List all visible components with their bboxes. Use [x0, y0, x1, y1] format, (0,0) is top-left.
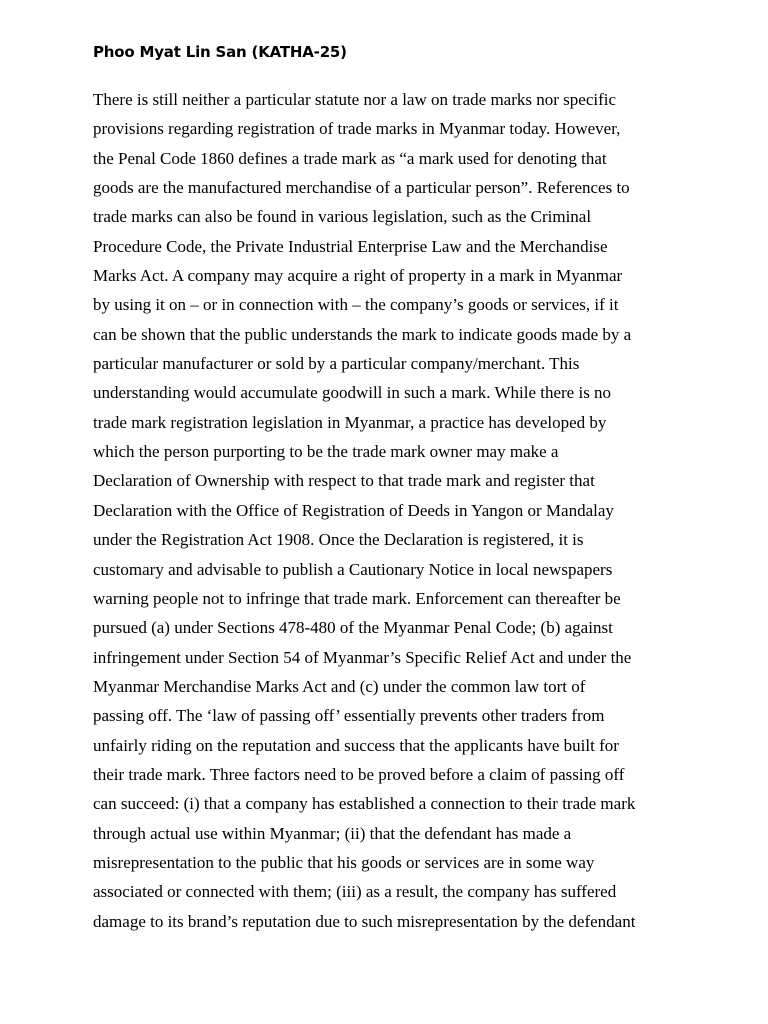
- paragraph-line: can succeed: (i) that a company has established a connection to their trade mark: [93, 794, 636, 814]
- paragraph-line: which the person purporting to be the trade mark owner may make a: [93, 442, 559, 462]
- paragraph-line: trade mark registration legislation in Myanmar, a practice has developed by: [93, 412, 607, 432]
- author-heading: Phoo Myat Lin San (KATHA-25): [93, 43, 347, 61]
- paragraph-line: There is still neither a particular statute nor a law on trade marks nor specific: [93, 90, 617, 109]
- paragraph-line: customary and advisable to publish a Cautionary Notice in local newspapers: [93, 559, 613, 579]
- paragraph-line: Declaration of Ownership with respect to that trade mark and register that: [93, 471, 595, 491]
- body-paragraph: [93, 85, 683, 936]
- paragraph-line: Myanmar Merchandise Marks Act and (c) under the common law tort of: [93, 676, 586, 696]
- paragraph-line: Procedure Code, the Private Industrial Enterprise Law and the Merchandise: [93, 236, 608, 256]
- paragraph-line: by using it on – or in connection with – the company’s goods or services, if it: [93, 295, 619, 315]
- paragraph-line: provisions regarding registration of trade marks in Myanmar today. However,: [93, 119, 621, 139]
- paragraph-line: passing off. The ‘law of passing off’ essentially prevents other traders from: [93, 706, 605, 726]
- paragraph-line: goods are the manufactured merchandise of a particular person”. References to: [93, 178, 630, 198]
- paragraph-line: the Penal Code 1860 defines a trade mark as “a mark used for denoting that: [93, 148, 607, 168]
- paragraph-line: through actual use within Myanmar; (ii) that the defendant has made a: [93, 823, 572, 843]
- paragraph-line: Marks Act. A company may acquire a right of property in a mark in Myanmar: [93, 266, 623, 286]
- paragraph-line: damage to its brand’s reputation due to such misrepresentation by the defendant: [93, 911, 636, 931]
- paragraph-line: Declaration with the Office of Registration of Deeds in Yangon or Mandalay: [93, 500, 614, 520]
- paragraph-line: misrepresentation to the public that his goods or services are in some way: [93, 852, 595, 872]
- paragraph-line: pursued (a) under Sections 478-480 of the Myanmar Penal Code; (b) against: [93, 618, 613, 638]
- paragraph-line: associated or connected with them; (iii) as a result, the company has suffered: [93, 882, 617, 902]
- paragraph-line: under the Registration Act 1908. Once the Declaration is registered, it is: [93, 530, 584, 550]
- paragraph-line: warning people not to infringe that trade mark. Enforcement can thereafter be: [93, 588, 621, 608]
- paragraph-line: understanding would accumulate goodwill in such a mark. While there is no: [93, 383, 612, 403]
- paragraph-line: unfairly riding on the reputation and success that the applicants have built for: [93, 735, 619, 755]
- paragraph-line: can be shown that the public understands the mark to indicate goods made by a: [93, 324, 632, 344]
- paragraph-line: infringement under Section 54 of Myanmar’s Specific Relief Act and under the: [93, 647, 632, 667]
- paragraph-line: particular manufacturer or sold by a particular company/merchant. This: [93, 354, 580, 374]
- paragraph-line: their trade mark. Three factors need to be proved before a claim of passing off: [93, 764, 625, 784]
- paragraph-line: trade marks can also be found in various legislation, such as the Criminal: [93, 207, 592, 227]
